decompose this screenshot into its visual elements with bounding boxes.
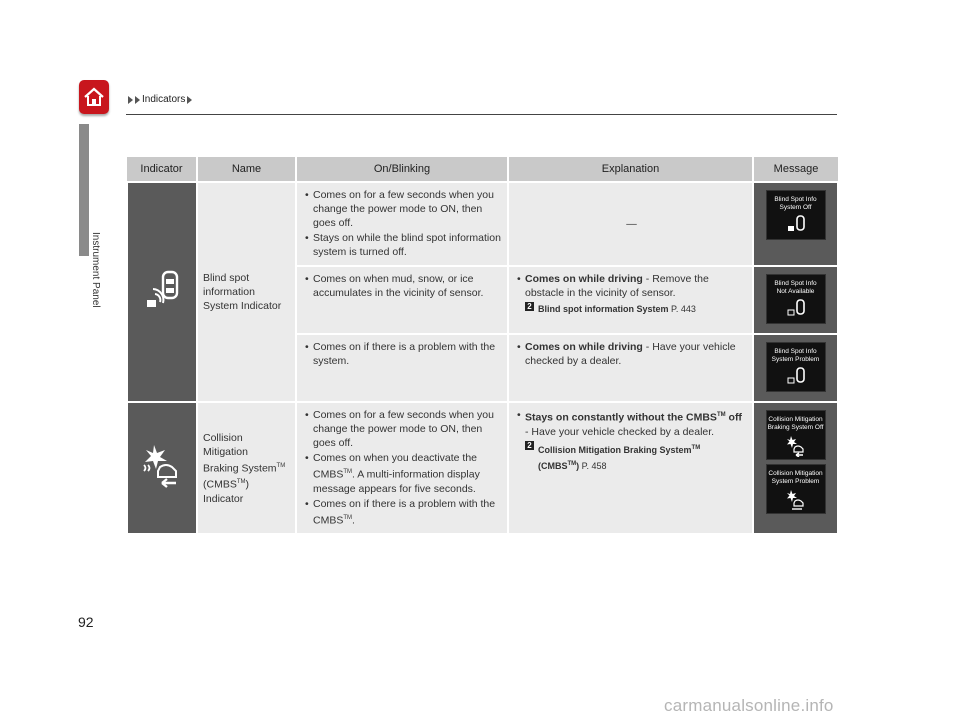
indicator-name-cell (197, 402, 296, 534)
explanation-cell (508, 334, 753, 402)
blind-spot-icon (785, 367, 807, 385)
sidebar-label: Instrument Panel (90, 232, 101, 308)
blind-spot-icon (785, 299, 807, 317)
message-screen (766, 342, 826, 392)
reference-title: Collision Mitigation Braking System (538, 444, 692, 455)
message-cell (753, 334, 838, 402)
message-line: Not Available (776, 288, 815, 295)
indicator-name-cell (197, 182, 296, 402)
message-line: System Off (779, 204, 812, 211)
header-rule (126, 114, 837, 115)
list-item: • Comes on for a few seconds when you change the power mode to ON, then goes off. (305, 188, 501, 230)
explanation-bold: Stays on constantly without the CMBS (525, 411, 717, 424)
table-row (127, 402, 838, 534)
breadcrumb-arrow-icon (128, 96, 133, 104)
blind-spot-indicator-icon (142, 268, 182, 312)
header-explanation: Explanation (508, 157, 753, 182)
list-item (517, 408, 746, 439)
trademark: TM (567, 460, 577, 467)
watermark: carmanualsonline.info (664, 696, 834, 715)
message-screen (766, 190, 826, 240)
explanation-text: - Have your vehicle checked by a dealer. (525, 425, 715, 438)
explanation-bold: Comes on while driving (525, 341, 643, 353)
on-blinking-cell (296, 182, 508, 266)
header-message: Message (753, 157, 838, 182)
reference-title: ) (576, 460, 580, 471)
home-button[interactable] (79, 80, 109, 114)
reference-title: Blind spot information System (538, 304, 669, 314)
name-text: (CMBS (203, 478, 237, 491)
on-blinking-cell (296, 402, 508, 534)
list-item: • Comes on if there is a problem with the system. (305, 340, 501, 368)
list-item: • Stays on while the blind spot information system is turned off. (305, 231, 501, 259)
name-line: Blind spot (203, 272, 250, 284)
header-on-blinking: On/Blinking (296, 157, 508, 182)
message-cell (753, 266, 838, 334)
list-item: • Comes on when mud, snow, or ice accumulates in the vicinity of sensor. (305, 272, 501, 300)
page-number: 92 (78, 614, 94, 630)
name-line: information (203, 286, 255, 298)
message-line: Collision Mitigation (768, 416, 823, 423)
message-cell (753, 182, 838, 266)
cmbs-icon (784, 435, 808, 457)
cmbs-indicator-icon (140, 443, 184, 489)
header-name: Name (197, 157, 296, 182)
list-item (305, 451, 501, 496)
list-item (517, 272, 746, 300)
section-tab[interactable] (79, 124, 89, 256)
reference-arrow-icon: 2 (525, 441, 534, 450)
breadcrumb-link[interactable]: Indicators (142, 94, 186, 105)
list-text: Comes on when you deactivate the CMBS (313, 452, 478, 481)
breadcrumb-arrow-icon (187, 96, 192, 104)
indicator-cell (127, 402, 197, 534)
list-item (517, 340, 746, 368)
list-item (305, 497, 501, 528)
trademark: TM (276, 462, 286, 469)
trademark: TM (716, 412, 726, 418)
trademark: TM (343, 469, 353, 475)
page-reference[interactable] (517, 302, 746, 316)
home-icon (83, 87, 105, 107)
name-text: Braking System (203, 462, 277, 474)
trademark: TM (691, 444, 701, 451)
list-text: Comes on if there is a problem with the CMBS (313, 497, 496, 526)
message-line: Collision Mitigation (768, 470, 823, 477)
reference-page: P. 443 (668, 304, 696, 314)
trademark: TM (343, 514, 353, 521)
header-indicator: Indicator (127, 157, 197, 182)
breadcrumb (128, 94, 192, 105)
list-text: . A multi-information display message appears for five seconds. (313, 468, 480, 495)
reference-title: (CMBS (538, 460, 568, 471)
explanation-bold: Comes on while driving (525, 273, 643, 285)
message-screen (766, 274, 826, 324)
table-header-row (127, 157, 838, 182)
message-screen (766, 464, 826, 514)
trademark: TM (236, 479, 246, 485)
explanation-cell (508, 266, 753, 334)
explanation-dash: — (626, 218, 637, 230)
table-row (127, 182, 838, 266)
name-line (203, 459, 290, 476)
breadcrumb-arrow-icon (135, 96, 140, 104)
message-screen (766, 410, 826, 460)
message-line: Blind Spot Info (774, 196, 817, 203)
name-line: Collision (203, 431, 243, 444)
message-line: Braking System Off (767, 424, 824, 431)
explanation-bold: off (725, 411, 742, 424)
name-text: ) (245, 478, 250, 491)
name-line (203, 475, 290, 492)
explanation-text: - Remove the obstacle in the vicinity of sensor. (525, 273, 709, 299)
message-cell (753, 402, 838, 534)
message-line: Blind Spot Info (774, 280, 817, 287)
blind-spot-icon (785, 215, 807, 233)
explanation-cell (508, 402, 753, 534)
on-blinking-cell (296, 266, 508, 334)
page-reference[interactable] (517, 441, 746, 473)
explanation-cell (508, 182, 753, 266)
message-line: Blind Spot Info (774, 348, 817, 355)
indicator-table (126, 157, 839, 535)
name-line: Indicator (203, 492, 244, 505)
list-text: . (352, 514, 355, 526)
list-item: • Comes on for a few seconds when you change the power mode to ON, then goes off. (305, 408, 501, 450)
name-line: System Indicator (203, 300, 282, 312)
explanation-text: - Have your vehicle checked by a dealer. (525, 341, 736, 367)
reference-page: P. 458 (579, 460, 607, 471)
on-blinking-cell (296, 334, 508, 402)
message-line: System Problem (771, 478, 820, 485)
reference-arrow-icon: 2 (525, 302, 534, 311)
name-line: Mitigation (203, 445, 248, 458)
cmbs-icon (784, 489, 808, 511)
message-line: System Problem (771, 356, 820, 363)
indicator-cell (127, 182, 197, 402)
